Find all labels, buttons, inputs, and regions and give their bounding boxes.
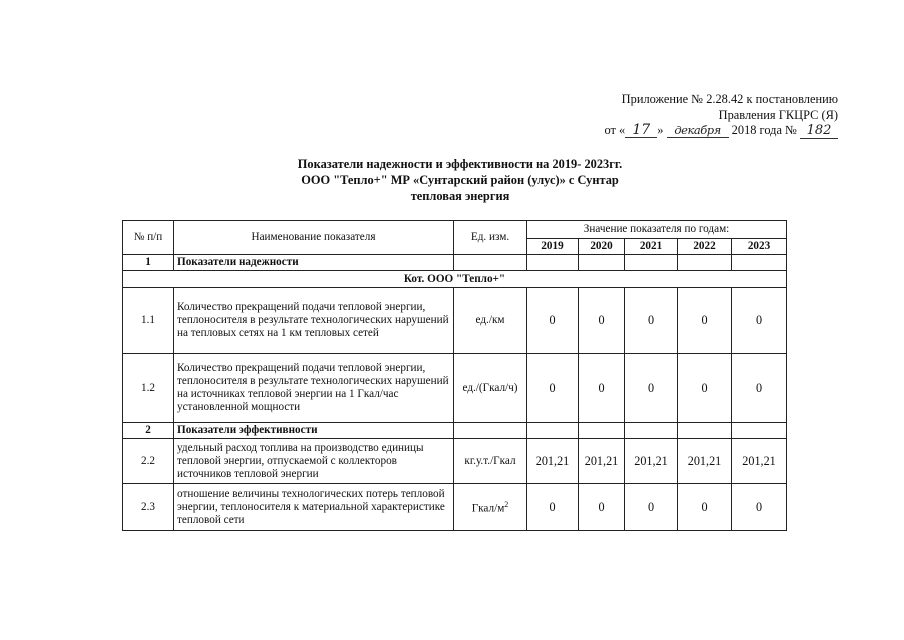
header-row	[123, 221, 787, 239]
row-value: 201,21	[527, 439, 579, 484]
handwritten-number: 182	[800, 124, 838, 139]
row-value: 0	[732, 288, 787, 354]
appendix-line-3	[498, 123, 838, 139]
row-name: Количество прекращений подачи тепловой энергии, теплоносителя в результате технологических нарушений на источниках тепловой энергии на 1 Гкал/час установленной мощности	[174, 354, 454, 423]
empty-cell	[579, 255, 625, 271]
row-unit: кг.у.т./Гкал	[454, 439, 527, 484]
row-num: 2.2	[123, 439, 174, 484]
handwritten-day: 17	[625, 123, 657, 138]
row-value: 201,21	[678, 439, 732, 484]
empty-cell	[678, 423, 732, 439]
empty-cell	[527, 423, 579, 439]
row-value: 201,21	[579, 439, 625, 484]
row-unit-text: Гкал/м	[471, 502, 505, 515]
header-year: 2021	[625, 239, 678, 255]
row-value: 0	[678, 288, 732, 354]
appendix-quote-close: »	[657, 123, 664, 137]
empty-cell	[678, 255, 732, 271]
row-value: 0	[527, 354, 579, 423]
appendix-line-2: Правления ГКЦРС (Я)	[718, 107, 838, 122]
row-value: 0	[625, 354, 678, 423]
section-row	[123, 423, 787, 439]
row-value: 201,21	[732, 439, 787, 484]
header-year: 2019	[527, 239, 579, 255]
row-value: 201,21	[625, 439, 678, 484]
header-name: Наименование показателя	[174, 221, 454, 255]
header-num: № п/п	[123, 221, 174, 255]
title-line-1: Показатели надежности и эффективности на 2019- 2023гг.	[297, 157, 623, 171]
header-year: 2022	[678, 239, 732, 255]
handwritten-month: декабря	[667, 123, 729, 138]
section-num: 1	[123, 255, 174, 271]
row-num: 2.3	[123, 484, 174, 531]
row-unit-superscript: 2	[504, 500, 509, 510]
empty-cell	[625, 255, 678, 271]
row-name: удельный расход топлива на производство единицы тепловой энергии, отпускаемой с коллекторов источников тепловой энергии	[174, 439, 454, 484]
appendix-year-text: 2018 года №	[731, 123, 797, 137]
table-row	[123, 354, 787, 423]
row-value: 0	[579, 354, 625, 423]
header-unit: Ед. изм.	[454, 221, 527, 255]
row-value: 0	[527, 484, 579, 531]
row-value: 0	[527, 288, 579, 354]
table-row	[123, 288, 787, 354]
title-line-3: тепловая энергия	[410, 189, 510, 203]
header-values-by-year: Значение показателя по годам:	[527, 221, 787, 239]
row-value: 0	[625, 484, 678, 531]
title-line-2: ООО "Тепло+" МР «Сунтарский район (улус)» с Сунтар	[301, 173, 619, 187]
appendix-header	[498, 92, 838, 139]
empty-cell	[732, 255, 787, 271]
empty-cell	[579, 423, 625, 439]
subheader-row	[123, 271, 787, 288]
document-title	[240, 156, 680, 204]
appendix-from: от «	[604, 123, 626, 137]
row-num: 1.2	[123, 354, 174, 423]
empty-cell	[732, 423, 787, 439]
row-value: 0	[732, 484, 787, 531]
row-unit: ед./(Гкал/ч)	[454, 354, 527, 423]
row-name: Количество прекращений подачи тепловой энергии, теплоносителя в результате технологических нарушений на тепловых сетях на 1 км тепловых сетей	[174, 288, 454, 354]
row-value: 0	[678, 484, 732, 531]
appendix-line-1: Приложение № 2.28.42 к постановлению	[621, 92, 838, 106]
indicators-table	[122, 220, 787, 531]
section-row	[123, 255, 787, 271]
row-unit	[454, 484, 527, 531]
row-unit: ед./км	[454, 288, 527, 354]
subheader-cell: Кот. ООО "Тепло+"	[123, 271, 787, 288]
empty-cell	[527, 255, 579, 271]
row-value: 0	[579, 288, 625, 354]
row-num: 1.1	[123, 288, 174, 354]
table-row	[123, 439, 787, 484]
section-name: Показатели надежности	[174, 255, 454, 271]
section-num: 2	[123, 423, 174, 439]
section-name: Показатели эффективности	[174, 423, 454, 439]
row-value: 0	[625, 288, 678, 354]
empty-cell	[454, 255, 527, 271]
row-value: 0	[579, 484, 625, 531]
table-row	[123, 484, 787, 531]
row-value: 0	[678, 354, 732, 423]
empty-cell	[454, 423, 527, 439]
header-year: 2020	[579, 239, 625, 255]
header-year: 2023	[732, 239, 787, 255]
row-name: отношение величины технологических потерь тепловой энергии, теплоносителя к материальной характеристике тепловой сети	[174, 484, 454, 531]
empty-cell	[625, 423, 678, 439]
row-value: 0	[732, 354, 787, 423]
